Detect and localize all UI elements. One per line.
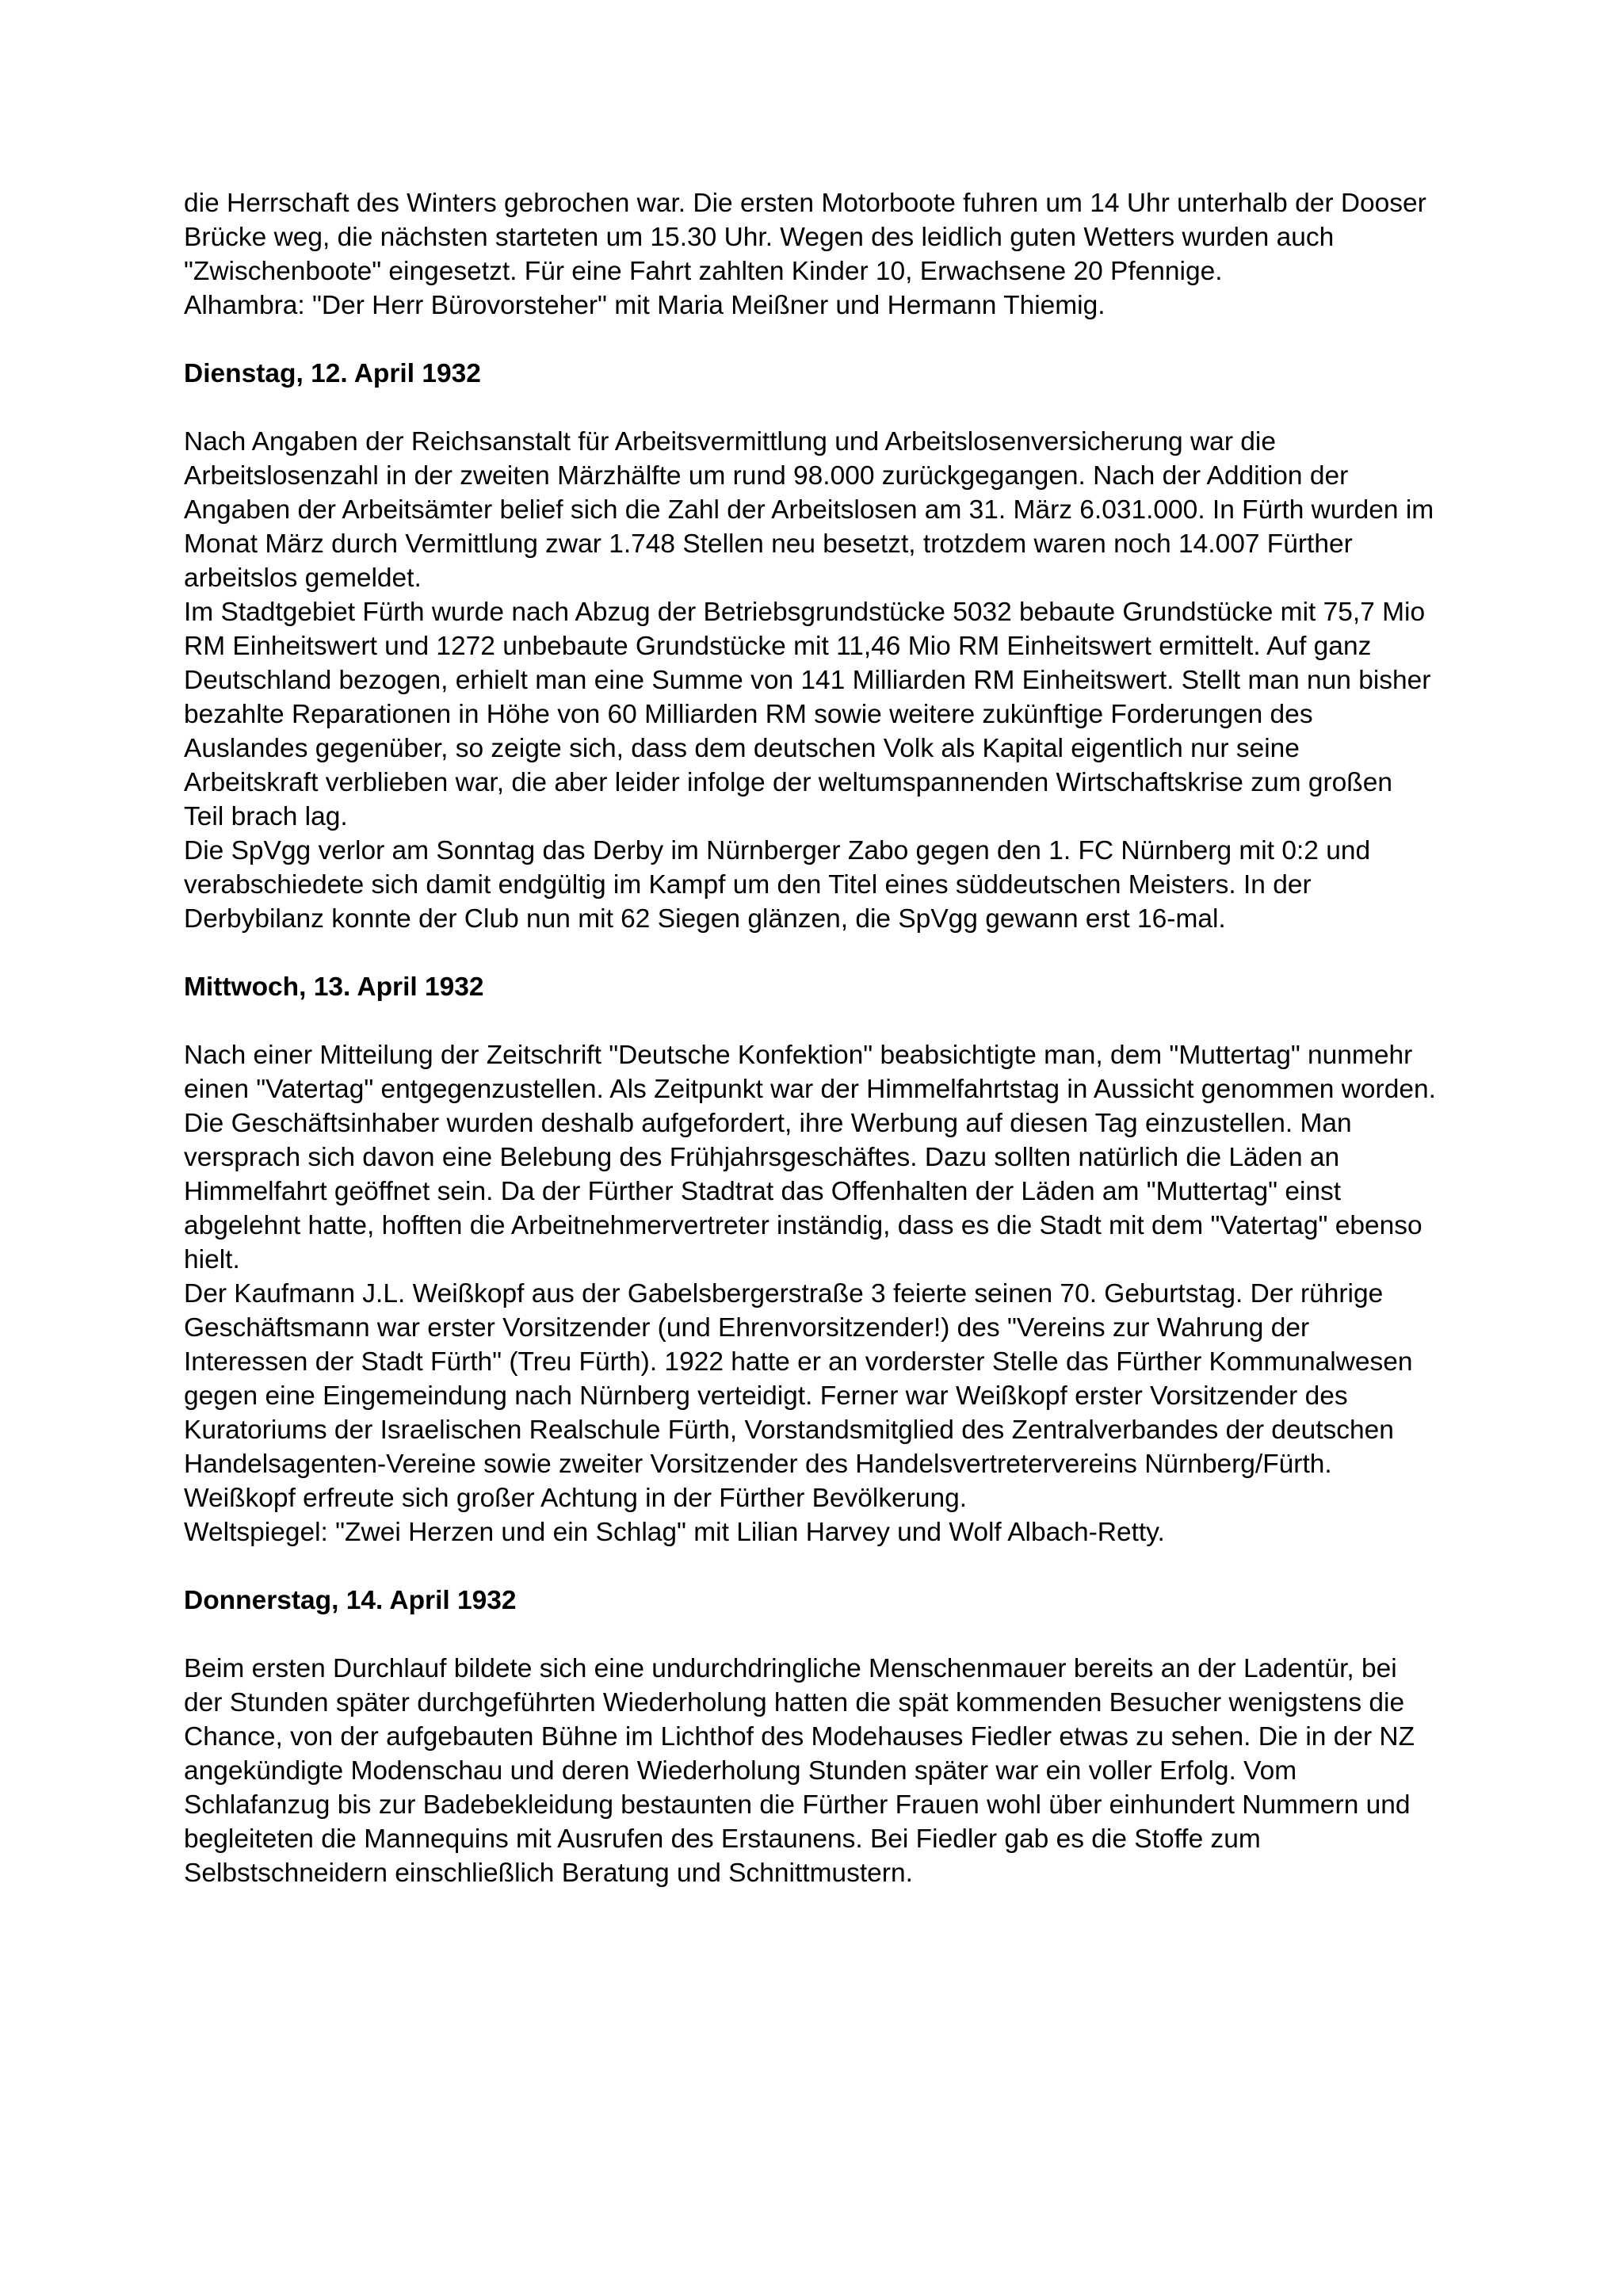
paragraph-modenschau-fiedler: Beim ersten Durchlauf bildete sich eine undurchdringliche Menschenmauer bereits an der Ladentür, bei der Stunden später durchgeführten Wiederholung hatten die spät kommenden Besucher wenigstens die Chance, von der aufgebauten Bühne im Lichthof des Modehauses Fiedler etwas zu sehen. Die in der NZ angekündigte Modenschau und deren Wiederholung Stunden später war ein voller Erfolg. Vom Schlafanzug bis zur Badebekleidung bestaunten die Fürther Frauen wohl über einhundert Nummern und begleiteten die Mannequins mit Ausrufen des Erstaunens. Bei Fiedler gab es die Stoffe zum Selbstschneidern einschließlich Beratung und Schnittmustern. xyxy=(184,1654,1415,1888)
section-heading-mittwoch-13-april-1932: Mittwoch, 13. April 1932 xyxy=(184,972,484,1002)
paragraph-weisskopf-geburtstag: Der Kaufmann J.L. Weißkopf aus der Gabelsbergerstraße 3 feierte seinen 70. Geburtstag. Der rührige Geschäftsmann war erster Vorsitzender (und Ehrenvorsitzender!) des "Vereins zur Wahrung der Interessen der Stadt Fürth" (Treu Fürth). 1922 hatte er an vorderster Stelle das Fürther Kommunalwesen gegen eine Eingemeindung nach Nürnberg verteidigt. Ferner war Weißkopf erster Vorsitzender des Kuratoriums der Israelischen Realschule Fürth, Vorstandsmitglied des Zentralverbandes der deutschen Handelsagenten-Vereine sowie zweiter Vorsitzender des Handelsvertretervereins Nürnberg/Fürth. Weißkopf erfreute sich großer Achtung in der Fürther Bevölkerung. xyxy=(184,1279,1413,1513)
paragraph-stadtgebiet-einheitswert: Im Stadtgebiet Fürth wurde nach Abzug der Betriebsgrundstücke 5032 bebaute Grundstücke mit 75,7 Mio RM Einheitswert und 1272 unbebaute Grundstücke mit 11,46 Mio RM Einheitswert ermittelt. Auf ganz Deutschland bezogen, erhielt man eine Summe von 141 Milliarden RM Einheitswert. Stellt man nun bisher bezahlte Reparationen in Höhe von 60 Milliarden RM sowie weitere zukünftige Forderungen des Auslandes gegenüber, so zeigte sich, dass dem deutschen Volk als Kapital eigentlich nur seine Arbeitskraft verblieben war, die aber leider infolge der weltumspannenden Wirtschaftskrise zum großen Teil brach lag. xyxy=(184,598,1431,831)
section-heading-donnerstag-14-april-1932: Donnerstag, 14. April 1932 xyxy=(184,1586,517,1615)
document-page-content xyxy=(184,186,1438,1890)
paragraph-weltspiegel: Weltspiegel: "Zwei Herzen und ein Schlag" mit Lilian Harvey und Wolf Albach-Retty. xyxy=(184,1518,1165,1547)
lead-paragraph-alhambra: Alhambra: "Der Herr Bürovorsteher" mit Maria Meißner und Hermann Thiemig. xyxy=(184,291,1106,320)
paragraph-arbeitslosenzahl: Nach Angaben der Reichsanstalt für Arbeitsvermittlung und Arbeitslosenversicherung war die Arbeitslosenzahl in der zweiten Märzhälfte um rund 98.000 zurückgegangen. Nach der Addition der Angaben der Arbeitsämter belief sich die Zahl der Arbeitslosen am 31. März 6.031.000. In Fürth wurden im Monat März durch Vermittlung zwar 1.748 Stellen neu besetzt, trotzdem waren noch 14.007 Fürther arbeitslos gemeldet. xyxy=(184,427,1434,593)
paragraph-spvgg-derby: Die SpVgg verlor am Sonntag das Derby im Nürnberger Zabo gegen den 1. FC Nürnberg mit 0:2 und verabschiedete sich damit endgültig im Kampf um den Titel eines süddeutschen Meisters. In der Derbybilanz konnte der Club nun mit 62 Siegen glänzen, die SpVgg gewann erst 16-mal. xyxy=(184,836,1371,934)
paragraph-vatertag: Nach einer Mitteilung der Zeitschrift "Deutsche Konfektion" beabsichtigte man, dem "Muttertag" nunmehr einen "Vatertag" entgegenzustellen. Als Zeitpunkt war der Himmelfahrtstag in Aussicht genommen worden. Die Geschäftsinhaber wurden deshalb aufgefordert, ihre Werbung auf diesen Tag einzustellen. Man versprach sich davon eine Belebung des Frühjahrsgeschäftes. Dazu sollten natürlich die Läden an Himmelfahrt geöffnet sein. Da der Fürther Stadtrat das Offenhalten der Läden am "Muttertag" einst abgelehnt hatte, hofften die Arbeitnehmervertreter inständig, dass es die Stadt mit dem "Vatertag" ebenso hielt. xyxy=(184,1041,1436,1274)
lead-paragraph-continuation: die Herrschaft des Winters gebrochen war. Die ersten Motorboote fuhren um 14 Uhr unterhalb der Dooser Brücke weg, die nächsten starteten um 15.30 Uhr. Wegen des leidlich guten Wetters wurden auch "Zwischenboote" eingesetzt. Für eine Fahrt zahlten Kinder 10, Erwachsene 20 Pfennige. xyxy=(184,189,1426,286)
section-heading-dienstag-12-april-1932: Dienstag, 12. April 1932 xyxy=(184,359,481,388)
